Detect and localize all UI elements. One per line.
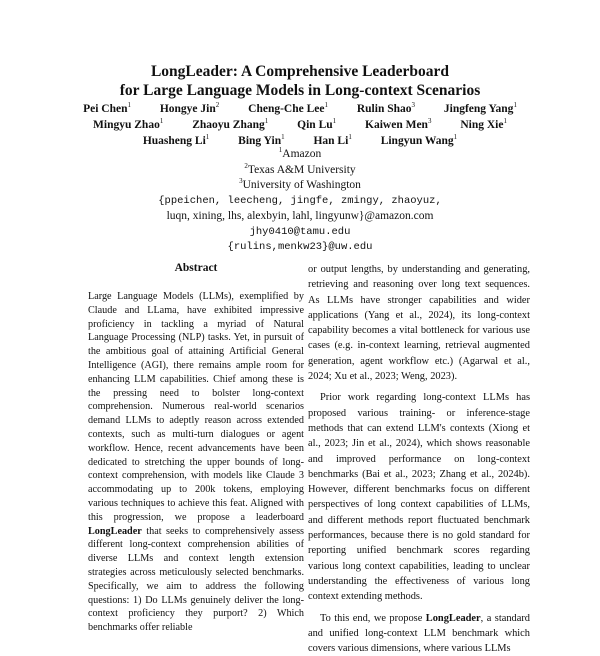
author-row-1 — [30, 101, 570, 117]
affiliation: $^1$Amazon — [278, 146, 322, 160]
author: Kaiwen Men$^3$ — [365, 117, 432, 131]
affiliation: $^3$University of Washington — [239, 177, 361, 191]
leaderboard-name: LongLeader — [88, 525, 142, 537]
intro-paragraph-1: or output lengths, by understanding and generating, retrieving and reasoning over long text sequences. As LLMs have stronger capabilities and wider applications (Yang et al., 2024), its long-context capability becomes a vital bottleneck for various use cases (e.g. in-context learning, retrieval augmented generation, agent workflow etc.) (Agarwal et al., 2024; Xu et al., 2023; Weng, 2023). — [308, 264, 530, 383]
email-line: luqn, xining, lhs, alexbyin, lahl, lingyunw}@amazon.com — [166, 210, 434, 222]
title-line-2: for Large Language Models in Long-context Scenarios — [119, 82, 481, 99]
affiliation: $^2$Texas A&M University — [244, 161, 356, 176]
email-line: {rulins,menkw23}@uw.edu — [227, 241, 373, 253]
intro-paragraph-2: Prior work regarding long-context LLMs has proposed various training- or inference-stage methods that can extend LLM's contexts (Xiong et al., 2023; Jin et al., 2024), which shows reasonable and improved performance on long-context benchmarks (Bai et al., 2023; Zhang et al., 2024b). However, different benchmarks focus on different perspectives of long context capabilities of LLMs, and different methods report fluctuated benchmark performances, because there is no gold standard for reporting unified benchmark scores regarding various long context capabilities, leading to unclear understanding the effectiveness of various long context extending methods. — [308, 392, 530, 603]
intro-paragraph-3: To this end, we propose LongLeader, a standard and unified long-context LLM benchmark which covers various dimensions, where various LLMs — [308, 612, 530, 655]
leaderboard-name-intro: LongLeader — [425, 612, 481, 624]
author: Hongye Jin$^2$ — [159, 101, 220, 115]
author: Zhaoyu Zhang$^1$ — [192, 117, 269, 131]
author: Cheng-Che Lee$^1$ — [248, 101, 328, 115]
author: Bing Yin$^1$ — [238, 133, 285, 147]
email-line: {ppeichen, leecheng, jingfe, zmingy, zhaoyuz, — [158, 194, 442, 207]
email-line: jhy0410@tamu.edu — [249, 225, 351, 238]
author: Lingyun Wang$^1$ — [380, 133, 458, 147]
author: Jingfeng Yang$^1$ — [443, 101, 517, 115]
author: Han Li$^1$ — [313, 133, 352, 147]
author: Ning Xie$^1$ — [460, 117, 507, 131]
author-row-2 — [30, 117, 570, 133]
author: Pei Chen$^1$ — [83, 101, 131, 115]
author: Qin Lu$^1$ — [297, 117, 337, 131]
author: Mingyu Zhao$^1$ — [93, 117, 164, 131]
title-line-1: LongLeader: A Comprehensive Leaderboard — [150, 63, 450, 80]
affiliations — [0, 147, 600, 256]
author-list — [30, 101, 570, 149]
paper-title — [0, 62, 600, 100]
abstract-body: Large Language Models (LLMs), exemplified by Claude and LLama, have exhibited impressive proficiency in tackling a myriad of Natural Language Processing (NLP) tasks. Yet, in pursuit of the ambitious goal of attaining Artificial General Intelligence (AGI), there remains ample room for enhancing LLM capabilities. Chief among these is the pressing need to bolster long-context comprehension. Numerous real-world scenarios demand LLMs to adeptly reason across extended contexts, such as multi-turn dialogues or agent workflow. Hence, recent advancements have been dedicated to stretching the upper bounds of long-context comprehension, with models like Claude 3 accommodating up to 200k tokens, employing various techniques to achieve this feat. Aligned with this progression, we propose a leaderboard LongLeader that seeks to comprehensively assess different long-context comprehension abilities of diverse LLMs and context length extension strategies across meticulously selected benchmarks. Specifically, we aim to address the following questions: 1) Do LLMs genuinely deliver the long-context proficiency they purport? 2) Which benchmarks offer reliable — [88, 291, 304, 634]
author: Huasheng Li$^1$ — [142, 133, 210, 147]
abstract-heading: Abstract — [174, 262, 218, 274]
author: Rulin Shao$^3$ — [356, 101, 416, 115]
introduction-column — [308, 262, 530, 656]
